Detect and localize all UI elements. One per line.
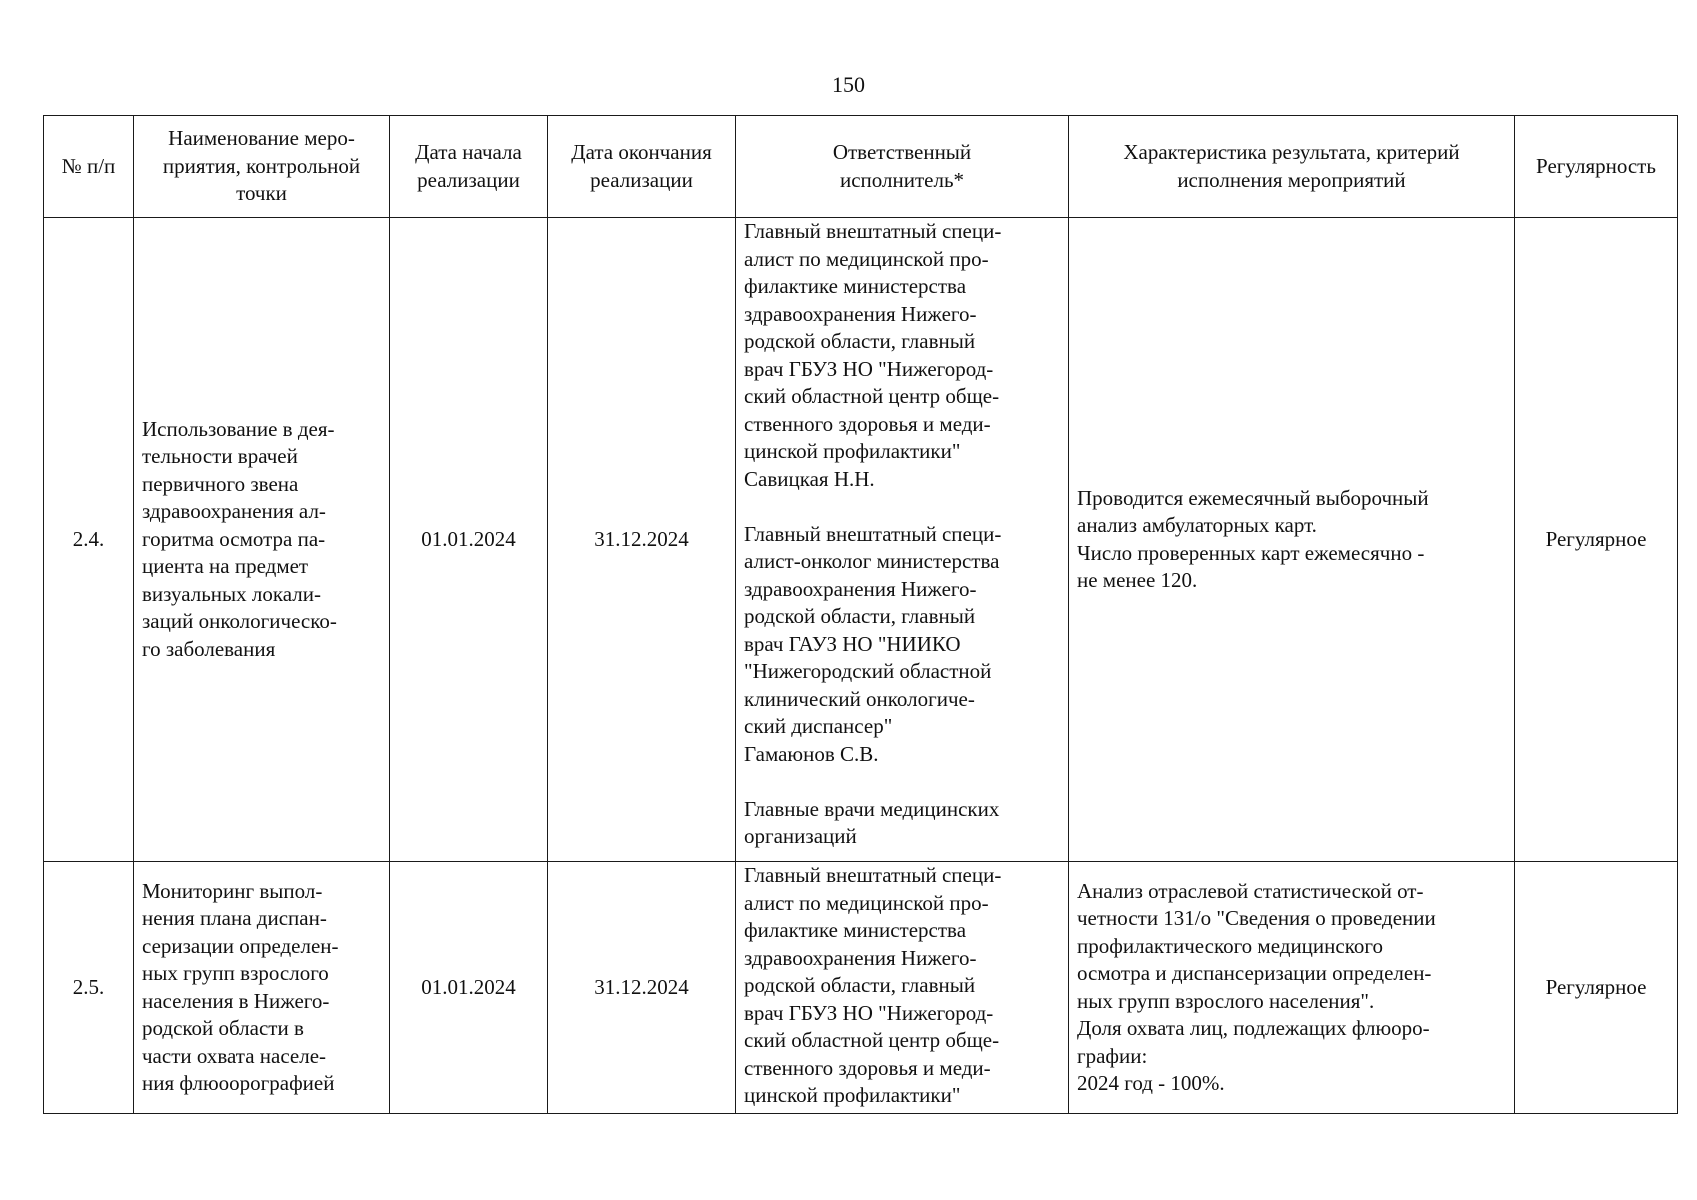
action-plan-table — [43, 115, 1678, 1114]
responsible-cell: Главный внештатный специ- алист по медицинской про- филактике министерства здравоохранения Нижего- родской области, главный врач ГБУЗ НО "Нижегород- ский областной центр обще- ственного здоровья и меди- цинской профилактики" — [736, 862, 1069, 1114]
end-date-cell: 31.12.2024 — [548, 218, 736, 862]
row-number: 2.4. — [44, 218, 134, 862]
end-date-cell: 31.12.2024 — [548, 862, 736, 1114]
header-result: Характеристика результата, критерий исполнения мероприятий — [1069, 116, 1515, 218]
table-header-row — [44, 116, 1678, 218]
result-cell: Проводится ежемесячный выборочный анализ амбулаторных карт. Число проверенных карт ежемесячно - не менее 120. — [1069, 218, 1515, 862]
paragraph-gap — [744, 768, 1060, 796]
header-start-date: Дата начала реализации — [390, 116, 548, 218]
header-responsible: Ответственный исполнитель* — [736, 116, 1069, 218]
table-row — [44, 862, 1678, 1114]
start-date-cell: 01.01.2024 — [390, 218, 548, 862]
regularity-cell: Регулярное — [1515, 218, 1678, 862]
row-number: 2.5. — [44, 862, 134, 1114]
result-cell: Анализ отраслевой статистической от- четности 131/о "Сведения о проведении профилактического медицинского осмотра и диспансеризации определен- ных групп взрослого населения". Доля охвата лиц, подлежащих флюоро- графии: 2024 год - 100%. — [1069, 862, 1515, 1114]
responsible-cell: Главный внештатный специ- алист по медицинской про- филактике министерства здравоохранения Нижего- родской области, главный врач ГБУЗ НО "Нижегород- ский областной центр обще- ственного здоровья и меди- цинской профилактики" Савицкая Н.Н. Главный внештатный специ- алист-онколог министерства здравоохранения Нижего- родской области, главный врач ГАУЗ НО "НИИКО "Нижегородский областной клинический онкологиче- ский диспансер" Гамаюнов С.В. Главные врачи медицинских организаций — [736, 218, 1069, 862]
header-end-date: Дата окончания реализации — [548, 116, 736, 218]
regularity-cell: Регулярное — [1515, 862, 1678, 1114]
header-regularity: Регулярность — [1515, 116, 1678, 218]
activity-name-cell: Использование в дея- тельности врачей первичного звена здравоохранения ал- горитма осмотра па- циента на предмет визуальных локали- заций онкологическо- го заболевания — [134, 218, 390, 862]
header-number: № п/п — [44, 116, 134, 218]
start-date-cell: 01.01.2024 — [390, 862, 548, 1114]
header-activity-name: Наименование меро- приятия, контрольной точки — [134, 116, 390, 218]
activity-name-cell: Мониторинг выпол- нения плана диспан- серизации определен- ных групп взрослого населения в Нижего- родской области в части охвата населе- ния флюоорографией — [134, 862, 390, 1114]
paragraph-gap — [744, 493, 1060, 521]
table-row — [44, 218, 1678, 862]
page-number: 150 — [832, 72, 865, 97]
